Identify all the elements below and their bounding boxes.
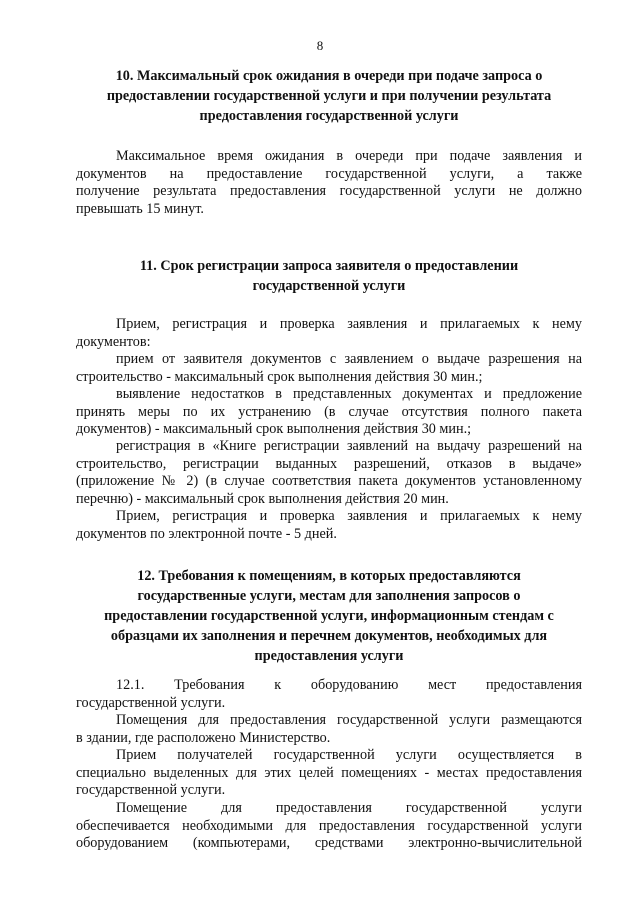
text-line: 12.1. Требования к оборудованию мест предоставления: [116, 677, 582, 693]
page-number: 8: [316, 38, 324, 53]
heading-line: образцами их заполнения и перечнем документов, необходимых для: [110, 628, 548, 644]
text-line: государственной услуги.: [76, 694, 226, 711]
heading-line: предоставления государственной услуги: [199, 108, 459, 124]
section-11-paragraph-2: [76, 351, 582, 386]
text-line: Прием, регистрация и проверка заявления и прилагаемых к нему: [116, 316, 582, 332]
text-line: превышать 15 минут.: [76, 200, 204, 217]
section-12-paragraph-4: [76, 800, 582, 853]
text-line: Прием получателей государственной услуги осуществляется в: [116, 747, 582, 763]
text-line: (приложение № 2) (в случае соответствия пакета документов установленному: [76, 473, 582, 490]
section-12-paragraph-3: [76, 747, 582, 800]
section-12-heading: [76, 566, 582, 666]
section-11-paragraph-3: [76, 386, 582, 439]
text-line: строительство - максимальный срок выполнения действия 30 мин.;: [76, 368, 483, 385]
text-line: документов:: [76, 333, 151, 350]
text-line: строительство, регистрации выданных разрешений, отказов в выдаче»: [76, 455, 582, 472]
heading-line: 11. Срок регистрации запроса заявителя о предоставлении: [139, 258, 519, 274]
text-line: получение результата предоставления государственной услуги не должно: [76, 183, 582, 200]
text-line: документов на предоставление государственной услуги, а также: [76, 165, 582, 182]
text-line: оборудованием (компьютерами, средствами электронно-вычислительной: [76, 835, 582, 852]
text-line: обеспечивается необходимыми для предоставления государственной услуги: [76, 817, 582, 834]
heading-line: государственные услуги, местам для заполнения запросов о: [137, 588, 521, 604]
section-12-paragraph-1: [76, 677, 582, 712]
heading-line: предоставления услуги: [254, 648, 404, 664]
section-11-paragraph-1: [76, 316, 582, 351]
text-line: Помещения для предоставления государственной услуги размещаются: [116, 712, 582, 728]
section-11-heading: [76, 256, 582, 296]
text-line: принять меры по их устранению (в случае отсутствия полного пакета: [76, 403, 582, 420]
text-line: перечню) - максимальный срок выполнения действия 20 мин.: [76, 490, 449, 507]
text-line: документов по электронной почте - 5 дней.: [76, 525, 337, 542]
text-line: Максимальное время ожидания в очереди при подаче заявления и: [116, 148, 582, 164]
text-line: выявление недостатков в представленных документах и предложение: [116, 386, 582, 402]
section-10-paragraph: [76, 148, 582, 218]
text-line: регистрация в «Книге регистрации заявлений на выдачу разрешений на: [116, 438, 582, 454]
heading-line: 10. Максимальный срок ожидания в очереди при подаче запроса о: [115, 68, 543, 84]
text-line: Помещение для предоставления государственной услуги: [116, 800, 582, 816]
text-line: государственной услуги.: [76, 782, 226, 799]
heading-line: предоставлении государственной услуги и при получении результата: [106, 88, 552, 104]
heading-line: 12. Требования к помещениям, в которых предоставляются: [137, 568, 521, 584]
section-11-paragraph-5: [76, 508, 582, 543]
text-line: специально выделенных для этих целей помещениях - местах предоставления: [76, 764, 582, 781]
text-line: в здании, где расположено Министерство.: [76, 729, 331, 746]
text-line: прием от заявителя документов с заявлением о выдаче разрешения на: [116, 351, 582, 367]
section-11-paragraph-4: [76, 438, 582, 508]
section-12-paragraph-2: [76, 712, 582, 747]
section-10-heading: [76, 66, 582, 126]
text-line: Прием, регистрация и проверка заявления и прилагаемых к нему: [116, 508, 582, 524]
text-line: документов) - максимальный срок выполнения действия 30 мин.;: [76, 421, 472, 438]
heading-line: государственной услуги: [252, 278, 406, 294]
heading-line: предоставлении государственной услуги, информационным стендам с: [104, 608, 554, 624]
